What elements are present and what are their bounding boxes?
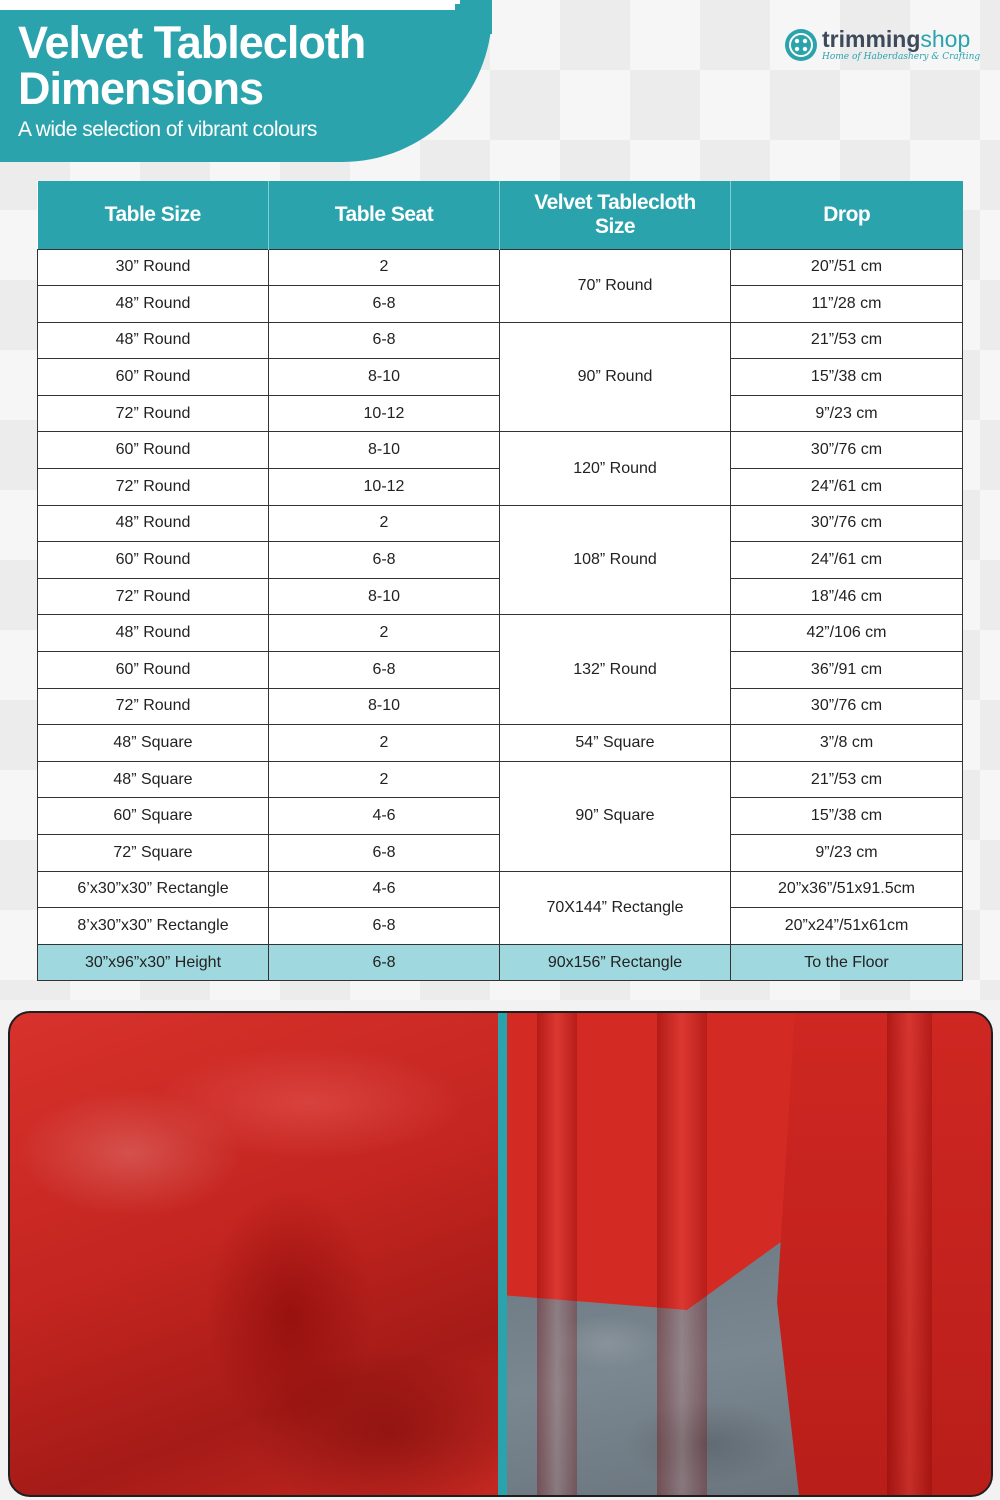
cell-drop: 20”x36”/51x91.5cm (731, 871, 963, 908)
table-row (38, 725, 963, 762)
header-table-size: Table Size (38, 181, 269, 249)
cell-table-size: 48” Square (38, 761, 269, 798)
cell-drop: 30”/76 cm (731, 432, 963, 469)
table-row (38, 505, 963, 542)
cell-drop: 3”/8 cm (731, 725, 963, 762)
fabric-fold (537, 1013, 577, 1495)
fabric-photos (8, 1011, 993, 1497)
cell-tablecloth-size: 90” Round (500, 322, 731, 432)
cell-table-seat: 6-8 (269, 542, 500, 579)
cell-drop: 30”/76 cm (731, 688, 963, 725)
page-subtitle: A wide selection of vibrant colours (18, 118, 317, 141)
cell-table-size: 6’x30”x30” Rectangle (38, 871, 269, 908)
cell-tablecloth-size: 90x156” Rectangle (500, 944, 731, 981)
table-row (38, 249, 963, 286)
dimensions-table (37, 181, 963, 981)
cell-table-size: 60” Round (38, 652, 269, 689)
cell-drop: 20”/51 cm (731, 249, 963, 286)
brand-name-bold: trimming (822, 26, 921, 52)
header-tablecloth-size-label: Velvet Tablecloth Size (534, 190, 696, 238)
cell-table-seat: 2 (269, 249, 500, 286)
cell-tablecloth-size: 70X144” Rectangle (500, 871, 731, 944)
brand-logo[interactable] (784, 26, 984, 66)
table-row (38, 944, 963, 981)
table-body (38, 249, 963, 981)
cell-drop: 21”/53 cm (731, 322, 963, 359)
cell-table-seat: 6-8 (269, 835, 500, 872)
cell-table-seat: 6-8 (269, 322, 500, 359)
cell-table-seat: 6-8 (269, 286, 500, 323)
cell-table-seat: 4-6 (269, 871, 500, 908)
cell-tablecloth-size: 90” Square (500, 761, 731, 871)
cell-table-size: 48” Round (38, 615, 269, 652)
cell-table-size: 48” Square (38, 725, 269, 762)
brand-name-light: shop (920, 26, 971, 52)
cell-table-size: 48” Round (38, 505, 269, 542)
cell-table-seat: 8-10 (269, 432, 500, 469)
button-icon (784, 28, 818, 62)
tablecloth-drape-photo (507, 1013, 993, 1495)
cell-tablecloth-size: 108” Round (500, 505, 731, 615)
cell-table-size: 60” Square (38, 798, 269, 835)
velvet-closeup-photo (10, 1013, 498, 1495)
cell-table-seat: 2 (269, 761, 500, 798)
header-tablecloth-size (500, 181, 731, 249)
cell-drop: 42”/106 cm (731, 615, 963, 652)
table-row (38, 615, 963, 652)
cell-table-seat: 10-12 (269, 395, 500, 432)
cell-drop: 36”/91 cm (731, 652, 963, 689)
cell-table-seat: 8-10 (269, 359, 500, 396)
table-header-row (38, 181, 963, 249)
cell-table-seat: 6-8 (269, 652, 500, 689)
cell-drop: 30”/76 cm (731, 505, 963, 542)
cell-table-size: 72” Round (38, 395, 269, 432)
cell-table-size: 60” Round (38, 359, 269, 396)
cell-table-seat: 2 (269, 725, 500, 762)
cell-drop: 15”/38 cm (731, 798, 963, 835)
cell-table-size: 8’x30”x30” Rectangle (38, 908, 269, 945)
table-row (38, 871, 963, 908)
cell-drop: 18”/46 cm (731, 578, 963, 615)
cell-drop: 24”/61 cm (731, 542, 963, 579)
cell-table-size: 72” Square (38, 835, 269, 872)
cell-table-size: 60” Round (38, 542, 269, 579)
cell-table-size: 60” Round (38, 432, 269, 469)
cell-table-size: 30” Round (38, 249, 269, 286)
cell-tablecloth-size: 70” Round (500, 249, 731, 322)
cell-table-seat: 8-10 (269, 688, 500, 725)
table-row (38, 432, 963, 469)
cell-table-seat: 6-8 (269, 908, 500, 945)
cell-table-size: 72” Round (38, 469, 269, 506)
table-row (38, 322, 963, 359)
cell-table-seat: 10-12 (269, 469, 500, 506)
cell-drop: 11”/28 cm (731, 286, 963, 323)
photo-divider (498, 1013, 507, 1495)
cell-tablecloth-size: 120” Round (500, 432, 731, 505)
cell-drop: 24”/61 cm (731, 469, 963, 506)
drape-edge (777, 1013, 993, 1495)
cell-table-size: 30”x96”x30” Height (38, 944, 269, 981)
cell-table-seat: 2 (269, 505, 500, 542)
fabric-fold (657, 1013, 707, 1495)
cell-tablecloth-size: 132” Round (500, 615, 731, 725)
cell-table-size: 72” Round (38, 688, 269, 725)
header-table-seat: Table Seat (269, 181, 500, 249)
cell-table-seat: 4-6 (269, 798, 500, 835)
cell-drop: 21”/53 cm (731, 761, 963, 798)
cell-table-seat: 6-8 (269, 944, 500, 981)
cell-drop: 15”/38 cm (731, 359, 963, 396)
page-title: Velvet Tablecloth Dimensions (18, 17, 366, 114)
cell-drop: 9”/23 cm (731, 835, 963, 872)
brand-tagline: Home of Haberdashery & Crafting (822, 52, 981, 62)
cell-drop: 20”x24”/51x61cm (731, 908, 963, 945)
cell-table-size: 48” Round (38, 286, 269, 323)
cell-drop: 9”/23 cm (731, 395, 963, 432)
cell-table-size: 72” Round (38, 578, 269, 615)
cell-table-seat: 8-10 (269, 578, 500, 615)
brand-name (822, 26, 970, 53)
cell-table-seat: 2 (269, 615, 500, 652)
header-drop: Drop (731, 181, 963, 249)
table-row (38, 761, 963, 798)
fabric-fold (887, 1013, 932, 1495)
cell-drop: To the Floor (731, 944, 963, 981)
cell-tablecloth-size: 54” Square (500, 725, 731, 762)
cell-table-size: 48” Round (38, 322, 269, 359)
